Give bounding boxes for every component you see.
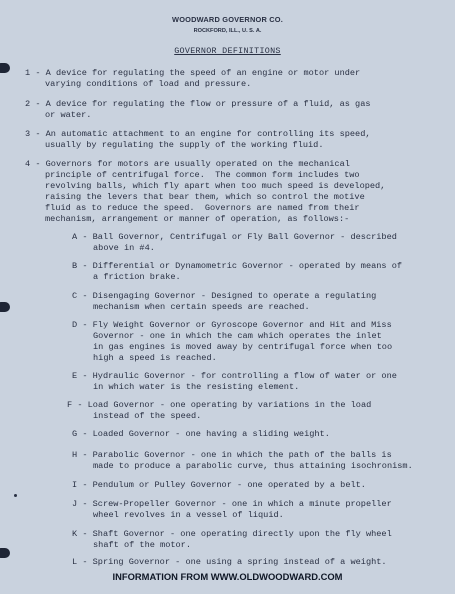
type-j-line: wheel revolves in a vessel of liquid. — [93, 510, 284, 520]
type-d-line: D - Fly Weight Governor or Gyroscope Governor and Hit and Miss — [72, 320, 392, 330]
type-a-line: above in #4. — [93, 243, 155, 253]
punch-hole — [0, 302, 10, 312]
type-i-line: I - Pendulum or Pulley Governor - one operated by a belt. — [72, 480, 366, 490]
definition-1-line: varying conditions of load and pressure. — [45, 79, 252, 89]
type-d-line: high a speed is reached. — [93, 353, 217, 363]
definition-4-line: 4 - Governors for motors are usually operated on the mechanical — [25, 159, 350, 169]
company-location: ROCKFORD, ILL., U. S. A. — [193, 28, 262, 34]
definition-3-line: 3 - An automatic attachment to an engine for controlling its speed, — [25, 129, 371, 139]
source-footer: INFORMATION FROM WWW.OLDWOODWARD.COM — [112, 571, 343, 582]
type-c-line: C - Disengaging Governor - Designed to operate a regulating — [72, 291, 377, 301]
type-f-line: F - Load Governor - one operating by variations in the load — [67, 400, 372, 410]
type-h-line: made to produce a parabolic curve, thus attaining isochronism. — [93, 461, 413, 471]
type-d-line: in gas engines is moved away by centrifugal force when too — [93, 342, 393, 352]
definition-4-line: raising the levers that bear them, which so control the motive — [45, 192, 365, 202]
type-b-line: B - Differential or Dynamometric Governor - operated by means of — [72, 261, 403, 271]
type-d-line: Governor - one in which the cam which operates the inlet — [93, 331, 382, 341]
definition-4-line: revolving balls, which fly apart when too much speed is developed, — [45, 181, 386, 191]
type-b-line: a friction brake. — [93, 272, 181, 282]
type-k-line: K - Shaft Governor - one operating directly upon the fly wheel — [72, 529, 392, 539]
definition-3-line: usually by regulating the supply of the working fluid. — [45, 140, 324, 150]
type-c-line: mechanism when certain speeds are reached. — [93, 302, 310, 312]
type-l-line: L - Spring Governor - one using a spring instead of a weight. — [72, 557, 387, 567]
punch-hole — [0, 63, 10, 73]
ink-speck — [14, 494, 17, 497]
type-k-line: shaft of the motor. — [93, 540, 191, 550]
definition-1-line: 1 - A device for regulating the speed of an engine or motor under — [25, 68, 361, 78]
type-f-line: instead of the speed. — [93, 411, 202, 421]
definition-4-line: fluid as to reduce the speed. Governors are named from their — [45, 203, 360, 213]
definition-2-line: or water. — [45, 110, 92, 120]
definition-4-line: mechanism, arrangement or manner of operation, as follows:- — [45, 214, 350, 224]
type-e-line: E - Hydraulic Governor - for controlling a flow of water or one — [72, 371, 397, 381]
definition-2-line: 2 - A device for regulating the flow or pressure of a fluid, as gas — [25, 99, 371, 109]
definition-4-line: principle of centrifugal force. The common form includes two — [45, 170, 360, 180]
type-h-line: H - Parabolic Governor - one in which the path of the balls is — [72, 450, 392, 460]
punch-hole — [0, 548, 10, 558]
company-name: WOODWARD GOVERNOR CO. — [172, 15, 283, 24]
type-a-line: A - Ball Governor, Centrifugal or Fly Ball Governor - described — [72, 232, 397, 242]
type-g-line: G - Loaded Governor - one having a sliding weight. — [72, 429, 330, 439]
type-j-line: J - Screw-Propeller Governor - one in which a minute propeller — [72, 499, 392, 509]
type-e-line: in which water is the resisting element. — [93, 382, 300, 392]
document-title: GOVERNOR DEFINITIONS — [174, 46, 281, 56]
